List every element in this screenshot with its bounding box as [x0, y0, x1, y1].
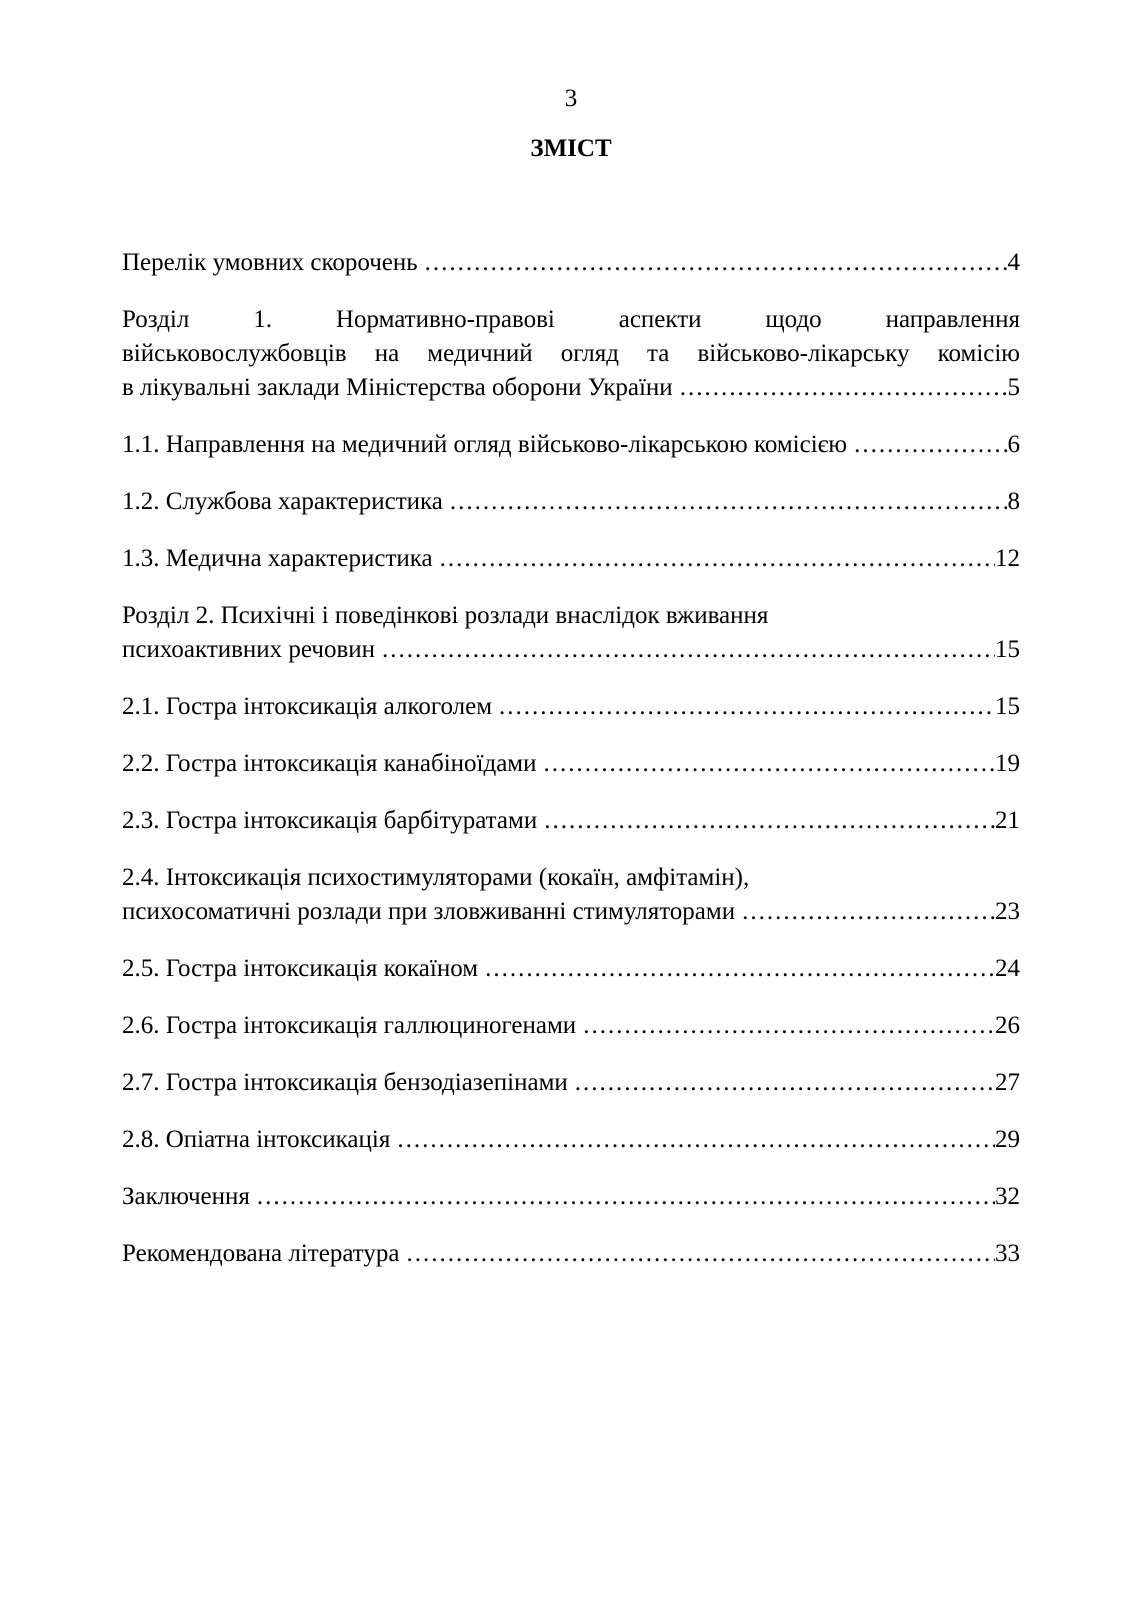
toc-entry — [122, 690, 1020, 724]
toc-entry-title: в лікувальні заклади Міністерства оборони України — [122, 374, 673, 401]
toc-entry-title-line: Розділ 2. Психічні і поведінкові розлади внаслідок вживання — [122, 602, 769, 629]
toc-entry-title: 2.7. Гостра інтоксикація бензодіазепінами — [122, 1069, 568, 1096]
toc-entry-title: 2.2. Гостра інтоксикація канабіноїдами — [122, 750, 537, 777]
toc-entry-title: 2.8. Опіатна інтоксикація — [122, 1126, 391, 1153]
toc-entry-title-line: Розділ 1. Нормативно-правові аспекти щодо направлення — [122, 306, 1020, 333]
dotted-leader — [742, 895, 995, 929]
toc-entry — [122, 747, 1020, 781]
toc-entry-title: Рекомендована література — [122, 1240, 400, 1267]
toc-entry-title: 1.1. Направлення на медичний огляд військово-лікарською комісією — [122, 431, 848, 458]
toc-page-number: 27 — [995, 1069, 1020, 1096]
toc-entry-title: 2.6. Гостра інтоксикація галлюциногенами — [122, 1012, 577, 1039]
toc-entry-title: 2.1. Гостра інтоксикація алкоголем — [122, 693, 493, 720]
toc-entry-title: 1.2. Службова характеристика — [122, 488, 443, 515]
toc-entry — [122, 861, 1020, 929]
dotted-leader — [485, 952, 995, 986]
toc-entry-title-line: військовослужбовців на медичний огляд та військово-лікарську комісію — [122, 340, 1020, 367]
contents-heading: ЗМІСТ — [530, 135, 612, 162]
toc-page-number: 33 — [995, 1240, 1020, 1267]
toc-entry-title: 1.3. Медична характеристика — [122, 545, 433, 572]
toc-entry — [122, 1009, 1020, 1043]
dotted-leader — [575, 1066, 995, 1100]
toc-list — [122, 246, 1020, 1271]
toc-entry — [122, 599, 1020, 667]
toc-page-number: 26 — [995, 1012, 1020, 1039]
toc-page-number: 12 — [995, 545, 1020, 572]
toc-entry-title: 2.3. Гостра інтоксикація барбітуратами — [122, 807, 538, 834]
toc-entry — [122, 1123, 1020, 1157]
toc-page-number: 15 — [995, 636, 1020, 663]
toc-page-number: 4 — [1007, 249, 1020, 276]
dotted-leader — [425, 246, 1008, 280]
dotted-leader — [440, 542, 995, 576]
toc-page-number: 19 — [995, 750, 1020, 777]
toc-page-number: 23 — [995, 898, 1020, 925]
dotted-leader — [257, 1180, 995, 1214]
toc-page-number: 21 — [995, 807, 1020, 834]
toc-entry — [122, 485, 1020, 519]
toc-page-number: 29 — [995, 1126, 1020, 1153]
toc-page-number: 24 — [995, 955, 1020, 982]
toc-entry-title: психоактивних речовин — [122, 636, 376, 663]
toc-entry-title-line: 2.4. Інтоксикація психостимуляторами (кокаїн, амфітамін), — [122, 864, 750, 891]
toc-entry — [122, 1066, 1020, 1100]
toc-entry — [122, 428, 1020, 462]
toc-page-number: 32 — [995, 1183, 1020, 1210]
toc-entry — [122, 303, 1020, 405]
toc-entry-title: Перелік умовних скорочень — [122, 249, 418, 276]
dotted-leader — [544, 747, 995, 781]
toc-entry — [122, 952, 1020, 986]
toc-page-number: 8 — [1007, 488, 1020, 515]
dotted-leader — [406, 1237, 995, 1271]
dotted-leader — [382, 633, 995, 667]
toc-entry — [122, 1237, 1020, 1271]
toc-entry — [122, 246, 1020, 280]
toc-page-number: 15 — [995, 693, 1020, 720]
toc-entry-title: Заключення — [122, 1183, 250, 1210]
dotted-leader — [499, 690, 995, 724]
dotted-leader — [397, 1123, 995, 1157]
toc-entry — [122, 804, 1020, 838]
toc-entry-title: 2.5. Гостра інтоксикація кокаїном — [122, 955, 479, 982]
toc-entry — [122, 542, 1020, 576]
dotted-leader — [450, 485, 1008, 519]
dotted-leader — [583, 1009, 995, 1043]
toc-page-number: 6 — [1007, 431, 1020, 458]
page-number: 3 — [564, 85, 578, 112]
toc-entry — [122, 1180, 1020, 1214]
toc-entry-title: психосоматичні розлади при зловживанні стимуляторами — [122, 898, 736, 925]
dotted-leader — [680, 371, 1008, 405]
dotted-leader — [544, 804, 995, 838]
toc-page-number: 5 — [1007, 374, 1020, 401]
dotted-leader — [854, 428, 1007, 462]
